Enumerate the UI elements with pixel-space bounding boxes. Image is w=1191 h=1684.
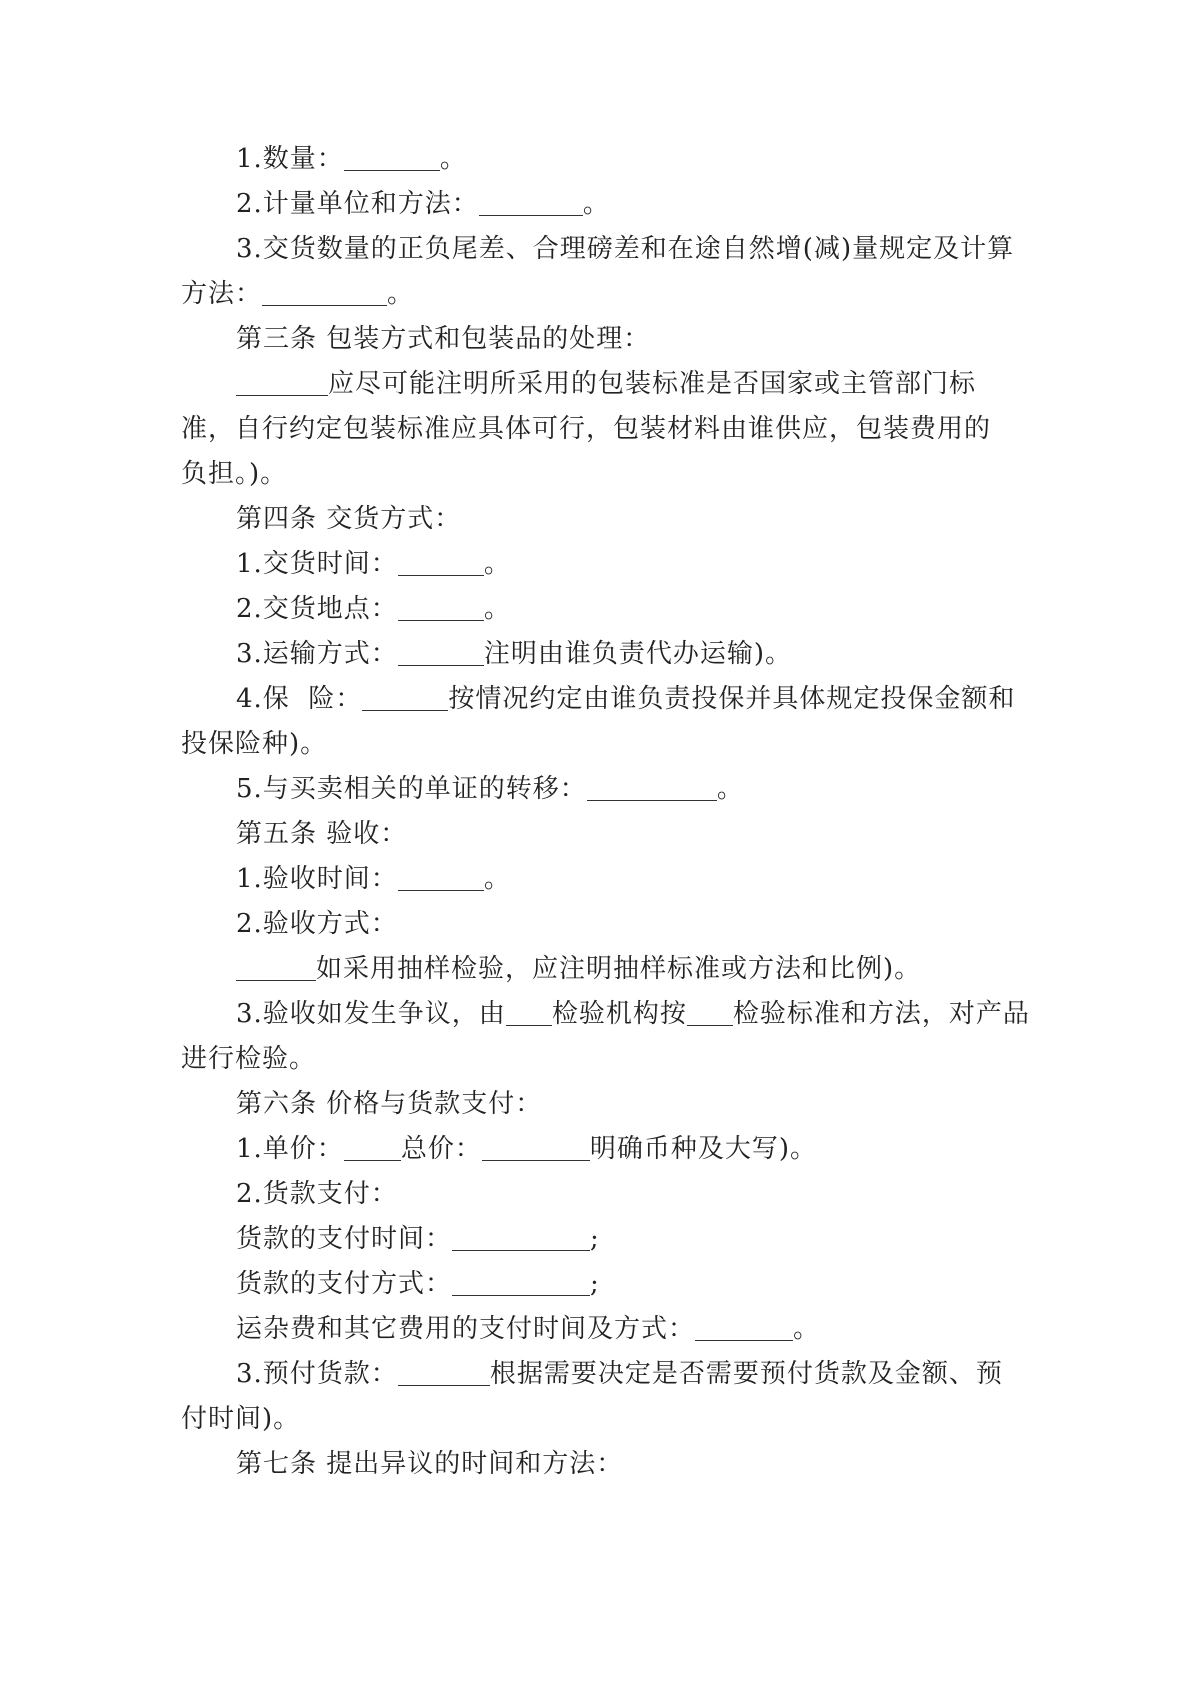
text: 2.货款支付：: [236, 1179, 398, 1209]
text: 1.单价：: [236, 1134, 344, 1164]
clause-line: [0, 1397, 1191, 1442]
clause-line: [0, 542, 1191, 587]
clause-line: [0, 1217, 1191, 1262]
text: 3.运输方式：: [236, 639, 398, 669]
text: 准，自行约定包装标准应具体可行，包装材料由谁供应，包装费用的: [181, 414, 992, 444]
fill-blank[interactable]: [236, 366, 328, 396]
clause-line: [0, 1352, 1191, 1397]
article-heading: [0, 497, 1191, 542]
fill-blank[interactable]: [262, 276, 387, 306]
fill-blank[interactable]: [452, 1266, 590, 1296]
clause-line: [0, 407, 1191, 452]
clause-line: [0, 632, 1191, 677]
text: 3.交货数量的正负尾差、合理磅差和在途自然增(减)量规定及计算: [236, 234, 1015, 264]
text: 。: [387, 279, 415, 309]
text: 。: [483, 864, 511, 894]
fill-blank[interactable]: [398, 861, 484, 891]
fill-blank[interactable]: [452, 1221, 590, 1251]
text: 付时间)。: [181, 1404, 301, 1434]
text: 2.验收方式：: [236, 909, 398, 939]
text: 。: [582, 189, 610, 219]
text: 货款的支付时间：: [236, 1224, 453, 1254]
text: 根据需要决定是否需要预付货款及金额、预: [489, 1359, 1003, 1389]
fill-blank[interactable]: [587, 771, 717, 801]
text: 按情况约定由谁负责投保并具体规定投保金额和: [448, 684, 1016, 714]
text: 4.保 险：: [236, 684, 363, 714]
clause-line: [0, 272, 1191, 317]
clause-line: [0, 1172, 1191, 1217]
fill-blank[interactable]: [695, 1311, 793, 1341]
clause-line: [0, 902, 1191, 947]
text: 进行检验。: [181, 1044, 317, 1074]
clause-line: [0, 1262, 1191, 1307]
clause-line: [0, 947, 1191, 992]
text: 3.预付货款：: [236, 1359, 398, 1389]
clause-line: [0, 992, 1191, 1037]
text: 。: [439, 144, 467, 174]
text: 如采用抽样检验，应注明抽样标准或方法和比例)。: [316, 954, 922, 984]
fill-blank[interactable]: [687, 996, 733, 1026]
text: 2.交货地点：: [236, 594, 398, 624]
clause-line: [0, 182, 1191, 227]
clause-line: [0, 857, 1191, 902]
text: 第三条 包装方式和包装品的处理：: [236, 324, 651, 354]
text: 。: [716, 774, 744, 804]
text: 。: [793, 1314, 821, 1344]
clause-line: [0, 1127, 1191, 1172]
fill-blank[interactable]: [398, 1356, 490, 1386]
text: 1.验收时间：: [236, 864, 398, 894]
fill-blank[interactable]: [482, 1131, 590, 1161]
text: 1.数量：: [236, 144, 344, 174]
article-heading: [0, 812, 1191, 857]
text: 1.交货时间：: [236, 549, 398, 579]
text: 明确币种及大写)。: [589, 1134, 817, 1164]
fill-blank[interactable]: [398, 636, 484, 666]
text: 第四条 交货方式：: [236, 504, 462, 534]
text: 3.验收如发生争议，由: [236, 999, 506, 1029]
clause-line: [0, 722, 1191, 767]
clause-line: [0, 677, 1191, 722]
text: 应尽可能注明所采用的包装标准是否国家或主管部门标: [328, 369, 977, 399]
text: 货款的支付方式：: [236, 1269, 453, 1299]
clause-line: [0, 587, 1191, 632]
clause-line: [0, 1037, 1191, 1082]
text: ;: [590, 1269, 600, 1299]
text: 投保险种)。: [181, 729, 328, 759]
article-heading: [0, 317, 1191, 362]
clause-line: [0, 227, 1191, 272]
text: 负担。)。: [181, 459, 288, 489]
clause-line: [0, 452, 1191, 497]
fill-blank[interactable]: [344, 1131, 401, 1161]
text: 检验标准和方法，对产品: [732, 999, 1030, 1029]
text: 2.计量单位和方法：: [236, 189, 479, 219]
text: 第五条 验收：: [236, 819, 408, 849]
fill-blank[interactable]: [344, 141, 440, 171]
clause-line: [0, 767, 1191, 812]
fill-blank[interactable]: [398, 591, 484, 621]
clause-line: [0, 137, 1191, 182]
text: 注明由谁负责代办运输)。: [483, 639, 792, 669]
text: 方法：: [181, 279, 263, 309]
clause-line: [0, 1307, 1191, 1352]
fill-blank[interactable]: [398, 546, 484, 576]
fill-blank[interactable]: [479, 186, 583, 216]
article-heading: [0, 1082, 1191, 1127]
text: 5.与买卖相关的单证的转移：: [236, 774, 587, 804]
clause-line: [0, 362, 1191, 407]
text: 。: [483, 594, 511, 624]
text: 总价：: [400, 1134, 482, 1164]
article-heading: [0, 1442, 1191, 1487]
text: 运杂费和其它费用的支付时间及方式：: [236, 1314, 696, 1344]
text: ;: [590, 1224, 600, 1254]
text: 检验机构按: [551, 999, 687, 1029]
fill-blank[interactable]: [362, 681, 448, 711]
text: 第七条 提出异议的时间和方法：: [236, 1449, 624, 1479]
text: 。: [483, 549, 511, 579]
fill-blank[interactable]: [236, 951, 316, 981]
fill-blank[interactable]: [506, 996, 552, 1026]
text: 第六条 价格与货款支付：: [236, 1089, 543, 1119]
